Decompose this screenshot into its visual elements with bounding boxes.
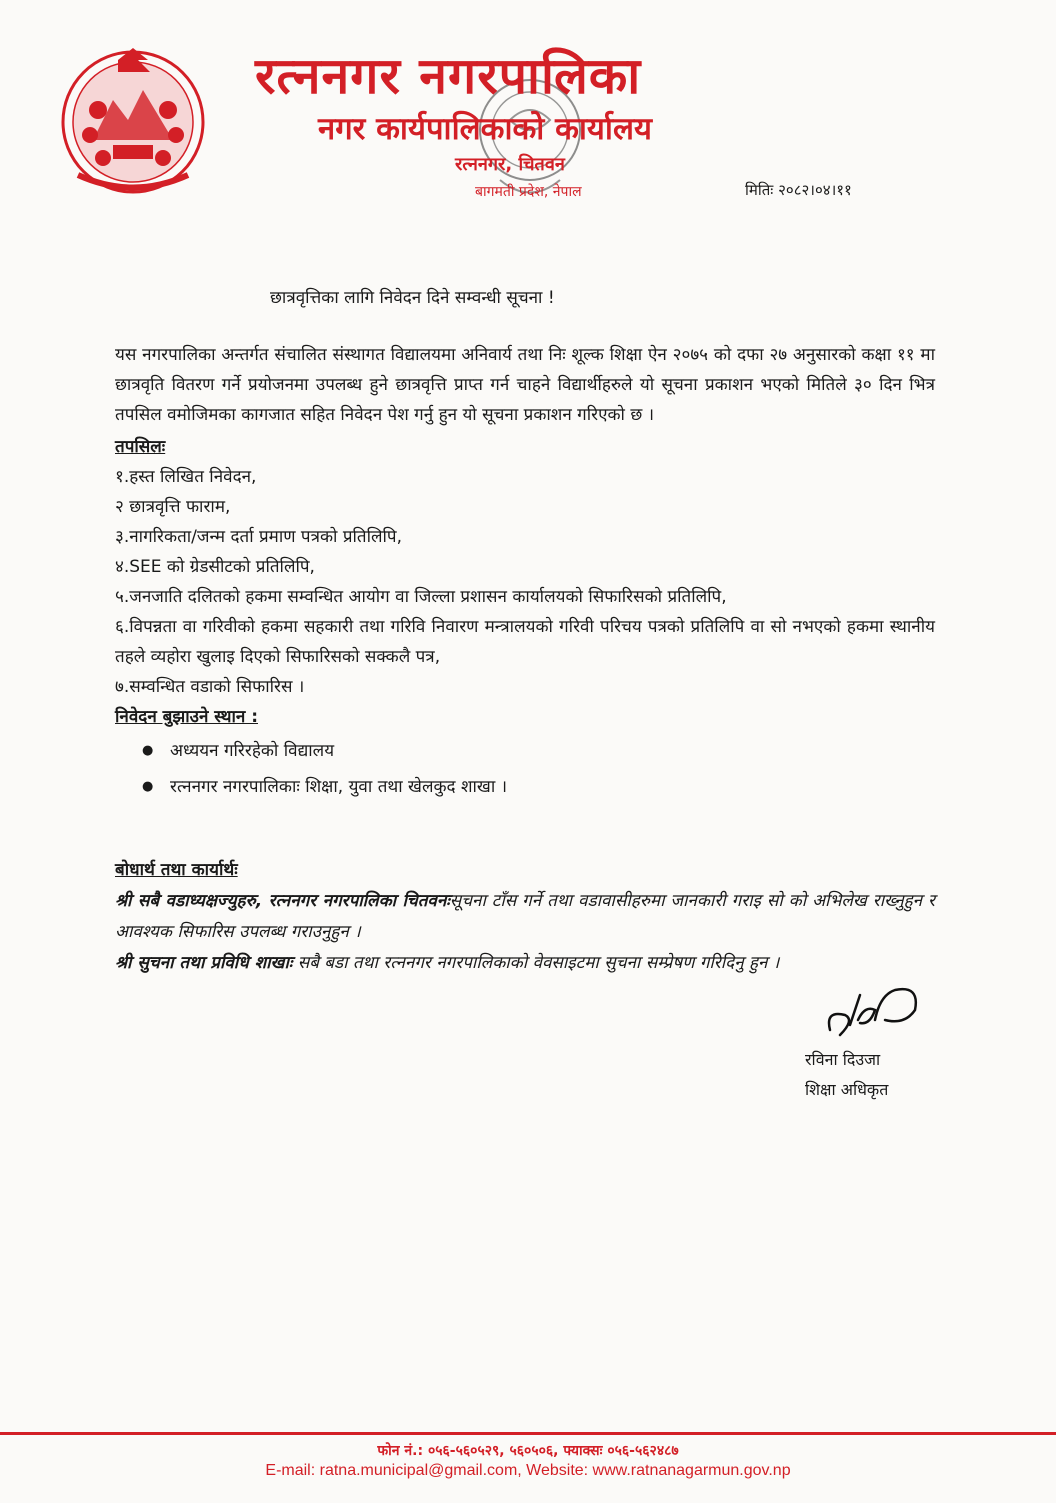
- footer-divider: [0, 1432, 1056, 1435]
- intro-paragraph: यस नगरपालिका अन्तर्गत संचालित संस्थागत विद्यालयमा अनिवार्य तथा निः शूल्क शिक्षा ऐन २०७५ को दफा २७ अनुसारको कक्षा ११ मा छात्रवृति वितरण गर्ने प्रयोजनमा उपलब्ध हुने छात्रवृत्ति प्राप्त गर्न चाहने विद्यार्थीहरुले यो सूचना प्रकाशन भएको मितिले ३० दिन भित्र तपसिल वमोजिमका कागजात सहित निवेदन पेश गर्नु हुन यो सूचना प्रकाशन गरिएको छ ।: [115, 345, 935, 425]
- cc-item: [115, 886, 935, 948]
- notice-body: [115, 340, 935, 808]
- nepal-emblem-icon: [58, 40, 208, 200]
- document-item: ४.SEE को ग्रेडसीटको प्रतिलिपि,: [115, 557, 315, 577]
- cc-text: सूचना टाँस गर्ने तथा वडावासीहरुमा जानकारी गराइ सो को अभिलेख राख्नुहुन र आवश्यक सिफारिस उपलब्ध गराउनुहुन ।: [115, 891, 935, 942]
- document-item: २ छात्रवृत्ति फाराम,: [115, 497, 231, 517]
- cc-heading: बोधार्थ तथा कार्यार्थः: [115, 860, 238, 880]
- cc-recipient: श्री सबै वडाध्यक्षज्युहरु, रत्ननगर नगरपालिका चितवनः: [115, 891, 450, 911]
- footer-contact: E-mail: ratna.municipal@gmail.com, Website: www.ratnanagarmun.gov.np: [265, 1462, 791, 1479]
- cc-section: [115, 855, 935, 979]
- documents-heading: तपसिलः: [115, 437, 166, 457]
- signatory-name: रविना दिउजा: [805, 1050, 881, 1069]
- notice-subject: छात्रवृत्तिका लागि निवेदन दिने सम्वन्धी सूचना !: [270, 288, 555, 308]
- office-title: रत्ननगर नगरपालिका: [255, 47, 642, 105]
- office-location: रत्ननगर, चितवन: [455, 154, 565, 175]
- submission-place: ● रत्ननगर नगरपालिकाः शिक्षा, युवा तथा खेलकुद शाखा ।: [170, 772, 935, 802]
- cc-recipient: श्री सुचना तथा प्रविधि शाखाः: [115, 953, 293, 973]
- signature-icon: [820, 975, 930, 1045]
- document-item: ६.विपन्नता वा गरिवीको हकमा सहकारी तथा गरिवि निवारण मन्त्रालयको गरिवी परिचय पत्रको प्रतिलिपि वा सो नभएको हकमा स्थानीय तहले व्यहोरा खुलाइ दिएको सिफारिसको सक्कलै पत्र,: [115, 617, 935, 667]
- submission-list: [115, 736, 935, 802]
- cc-text: सबै बडा तथा रत्ननगर नगरपालिकाको वेवसाइटमा सुचना सम्प्रेषण गरिदिनु हुन ।: [292, 953, 780, 973]
- document-item: ३.नागरिकता/जन्म दर्ता प्रमाण पत्रको प्रतिलिपि,: [115, 527, 402, 547]
- office-subtitle: नगर कार्यपालिकाको कार्यालय: [318, 111, 652, 147]
- document-item: ७.सम्वन्धित वडाको सिफारिस ।: [115, 677, 305, 697]
- submission-place: ● अध्ययन गरिरहेको विद्यालय: [170, 736, 935, 766]
- cc-item: [115, 948, 935, 979]
- office-province: बागमती प्रदेश, नेपाल: [475, 184, 582, 200]
- notice-date: मितिः २०८२।०४।११: [745, 181, 852, 199]
- document-item: १.हस्त लिखित निवेदन,: [115, 467, 257, 487]
- signatory-block: [805, 1045, 888, 1105]
- signatory-designation: शिक्षा अधिकृत: [805, 1080, 889, 1099]
- document-item: ५.जनजाति दलितको हकमा सम्वन्धित आयोग वा जिल्ला प्रशासन कार्यालयको सिफारिसको प्रतिलिपि,: [115, 587, 727, 607]
- footer-phone: फोन नं.: ०५६-५६०५२९, ५६०५०६, फ्याक्सः ०५६-५६२४८७: [377, 1443, 679, 1459]
- submission-heading: निवेदन बुझाउने स्थान :: [115, 707, 258, 727]
